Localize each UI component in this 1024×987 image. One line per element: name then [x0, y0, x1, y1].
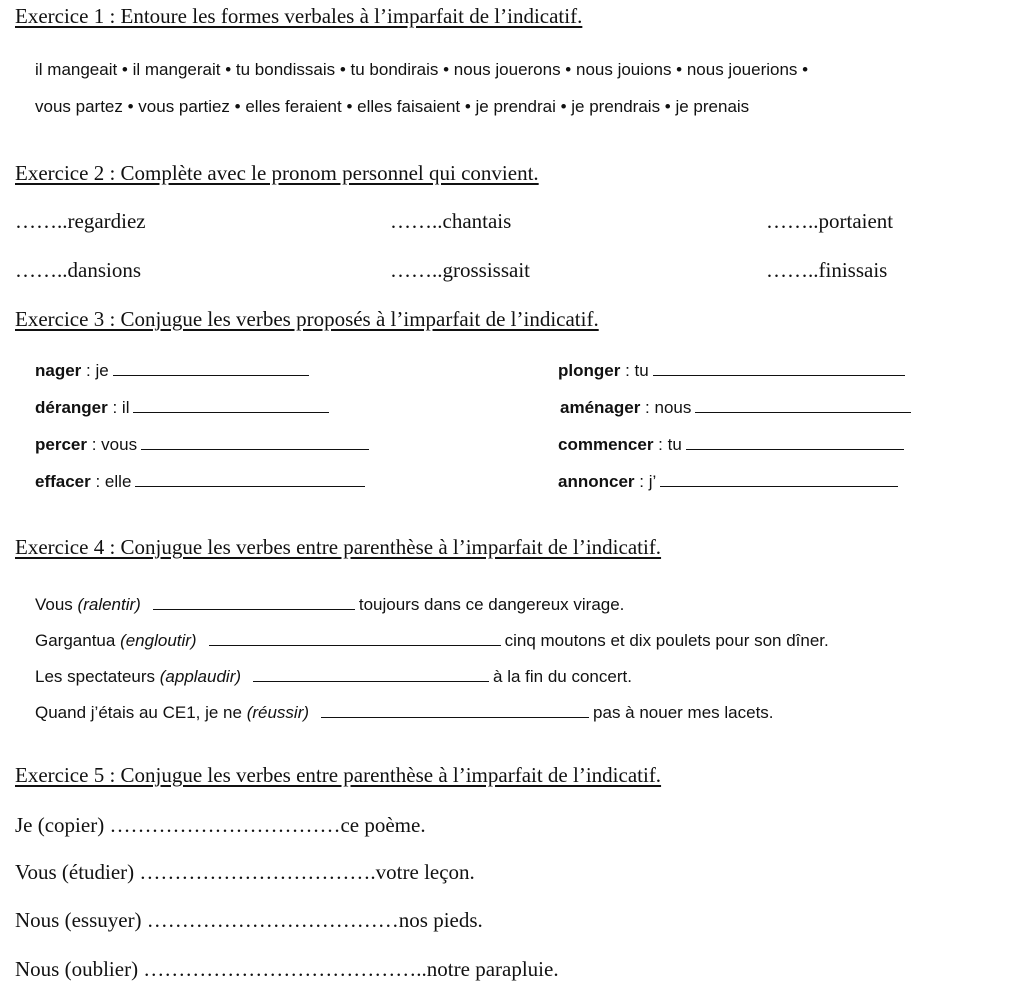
answer-line[interactable]: [209, 644, 501, 646]
exercise-5-sentence: Nous (essuyer) ………………………………nos pieds.: [15, 908, 483, 932]
exercise-3-item: [558, 435, 908, 455]
sentence-end: pas à nouer mes lacets.: [593, 703, 774, 722]
verb: déranger: [35, 398, 108, 417]
exercise-3-item: [35, 361, 313, 381]
exercise-2-title: Exercice 2 : Complète avec le pronom personnel qui convient.: [15, 161, 539, 185]
exercise-1-line-1: il mangeait • il mangerait • tu bondissais • tu bondirais • nous jouerons • nous jouions • nous jouerions •: [35, 60, 809, 79]
verb: percer: [35, 435, 87, 454]
answer-line[interactable]: [660, 485, 898, 487]
answer-line[interactable]: [153, 608, 355, 610]
answer-line[interactable]: [141, 448, 369, 450]
exercise-2-item: ……..chantais: [390, 209, 512, 233]
exercise-3-item: [558, 472, 902, 492]
verb: commencer: [558, 435, 654, 454]
verb: plonger: [558, 361, 621, 380]
exercise-2-item: ……..portaient: [766, 209, 894, 233]
exercise-2-item: ……..dansions: [15, 258, 141, 282]
exercise-4-sentence: [35, 667, 632, 687]
exercise-2-item: ……..grossissait: [390, 258, 531, 282]
exercise-4-sentence: [35, 595, 624, 615]
verb: nager: [35, 361, 82, 380]
sentence-end: toujours dans ce dangereux virage.: [358, 595, 625, 614]
sentence-start: Vous: [35, 595, 78, 614]
exercise-3-item: [35, 398, 333, 418]
sentence-start: Gargantua: [35, 631, 121, 650]
exercise-4-sentence: [35, 631, 829, 651]
exercise-4-title: Exercice 4 : Conjugue les verbes entre parenthèse à l’imparfait de l’indicatif.: [15, 535, 662, 559]
pronoun: : il: [107, 398, 130, 417]
sentence-end: cinq moutons et dix poulets pour son dîner.: [504, 631, 829, 650]
exercise-5-sentence: Je (copier) ……………………………ce poème.: [15, 813, 426, 837]
verb: effacer: [35, 472, 91, 491]
exercise-5-sentence: Vous (étudier) …………………………….votre leçon.: [15, 860, 475, 884]
pronoun: : nous: [640, 398, 692, 417]
sentence-start: Quand j’étais au CE1, je ne: [35, 703, 247, 722]
verb-hint: (réussir): [246, 703, 310, 722]
verb: annoncer: [558, 472, 635, 491]
exercise-3-item: [560, 398, 915, 418]
verb: aménager: [560, 398, 641, 417]
pronoun: : j’: [634, 472, 657, 491]
answer-line[interactable]: [321, 716, 589, 718]
pronoun: : tu: [653, 435, 682, 454]
exercise-2-item: ……..finissais: [766, 258, 888, 282]
answer-line[interactable]: [695, 411, 911, 413]
sentence-start: Les spectateurs: [35, 667, 160, 686]
exercise-5-title: Exercice 5 : Conjugue les verbes entre parenthèse à l’imparfait de l’indicatif.: [15, 763, 662, 787]
exercise-3-item: [35, 472, 369, 492]
exercise-3-item: [558, 361, 909, 381]
answer-line[interactable]: [135, 485, 365, 487]
answer-line[interactable]: [113, 374, 309, 376]
pronoun: : vous: [86, 435, 138, 454]
exercise-1-line-2: vous partez • vous partiez • elles feraient • elles faisaient • je prendrai • je prendrais • je prenais: [35, 97, 750, 116]
pronoun: : je: [81, 361, 109, 380]
exercise-3-title: Exercice 3 : Conjugue les verbes proposés à l’imparfait de l’indicatif.: [15, 307, 599, 331]
answer-line[interactable]: [686, 448, 904, 450]
sentence-end: à la fin du concert.: [493, 667, 632, 686]
pronoun: : tu: [620, 361, 649, 380]
answer-line[interactable]: [133, 411, 329, 413]
verb-hint: (engloutir): [120, 631, 197, 650]
pronoun: : elle: [90, 472, 132, 491]
verb-hint: (applaudir): [159, 667, 242, 686]
exercise-5-sentence: Nous (oublier) …………………………………..notre parapluie.: [15, 957, 559, 981]
answer-line[interactable]: [653, 374, 905, 376]
exercise-1-title: Exercice 1 : Entoure les formes verbales à l’imparfait de l’indicatif.: [15, 4, 583, 28]
exercise-2-item: ……..regardiez: [15, 209, 146, 233]
verb-hint: (ralentir): [77, 595, 141, 614]
answer-line[interactable]: [253, 680, 489, 682]
exercise-4-sentence: [35, 703, 774, 723]
exercise-3-item: [35, 435, 373, 455]
